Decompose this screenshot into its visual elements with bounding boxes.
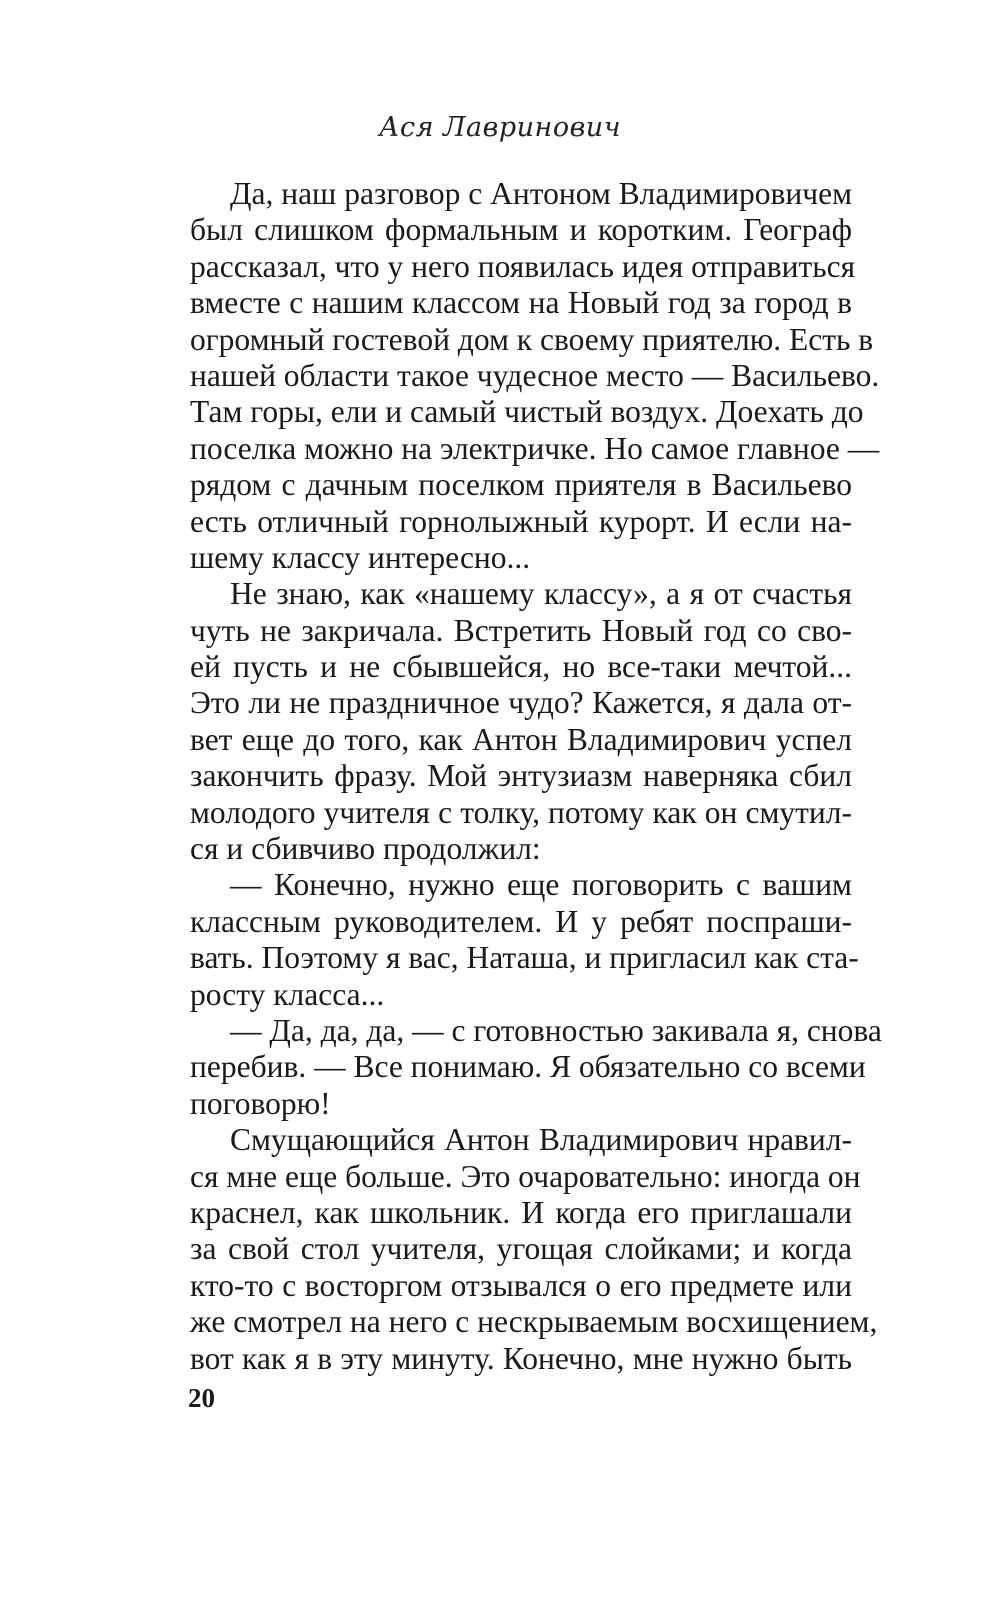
- text-line: за свой стол учителя, угощая слойками; и когда: [190, 1231, 852, 1267]
- text-line: Да, наш разговор с Антоном Владимировичем: [230, 176, 853, 211]
- text-line: молодого учителя с толку, потому как он смутил-: [190, 794, 852, 830]
- body-text: [190, 176, 882, 1377]
- text-line: Это ли не праздничное чудо? Кажется, я дала от-: [190, 685, 852, 721]
- text-line: ся и сбивчиво продолжил:: [190, 831, 541, 867]
- text-line: же смотрел на него с нескрываемым восхищением,: [190, 1304, 878, 1340]
- text-line: нашей области такое чудесное место — Васильево.: [190, 357, 880, 393]
- text-line: вот как я в эту минуту. Конечно, мне нужно быть: [190, 1340, 852, 1376]
- text-line: Там горы, ели и самый чистый воздух. Доехать до: [190, 394, 864, 430]
- text-line: ей пусть и не сбывшейся, но все-таки мечтой...: [190, 649, 852, 685]
- text-line: поговорю!: [190, 1085, 331, 1121]
- text-line: рядом с дачным поселком приятеля в Васильево: [190, 467, 852, 503]
- text-line: шему классу интересно...: [190, 539, 531, 575]
- text-line: — Да, да, да, — с готовностью закивала я, снова: [230, 1012, 882, 1048]
- page-number: 20: [188, 1383, 215, 1413]
- text-line: есть отличный горнолыжный курорт. И если на-: [190, 503, 852, 539]
- text-line: перебив. — Все понимаю. Я обязательно со всеми: [190, 1049, 866, 1085]
- text-line: краснел, как школьник. И когда его приглашали: [190, 1194, 852, 1230]
- text-line: ся мне еще больше. Это очаровательно: иногда он: [190, 1158, 861, 1194]
- text-line: Не знаю, как «нашему классу», а я от счастья: [230, 576, 852, 612]
- text-line: был слишком формальным и коротким. Географ: [190, 212, 852, 248]
- text-line: огромный гостевой дом к своему приятелю. Есть в: [190, 321, 874, 357]
- text-line: классным руководителем. И у ребят поспраши-: [190, 903, 852, 939]
- text-line: — Конечно, нужно еще поговорить с вашим: [230, 867, 852, 903]
- text-line: кто-то с восторгом отзывался о его предмете или: [190, 1267, 852, 1303]
- text-line: вместе с нашим классом на Новый год за город в: [190, 285, 852, 321]
- text-line: вет еще до того, как Антон Владимирович успел: [190, 721, 852, 757]
- text-line: рассказал, что у него появилась идея отправиться: [190, 248, 856, 284]
- running-head-author: Ася Лавринович: [379, 112, 621, 143]
- text-line: росту класса...: [190, 976, 385, 1012]
- text-line: чуть не закричала. Встретить Новый год со сво-: [190, 612, 852, 648]
- text-line: закончить фразу. Мой энтузиазм наверняка сбил: [190, 758, 852, 794]
- text-line: вать. Поэтому я вас, Наташа, и пригласил как ста-: [190, 940, 859, 976]
- text-line: поселка можно на электричке. Но самое главное —: [190, 430, 880, 466]
- text-line: Смущающийся Антон Владимирович нравил-: [230, 1122, 852, 1158]
